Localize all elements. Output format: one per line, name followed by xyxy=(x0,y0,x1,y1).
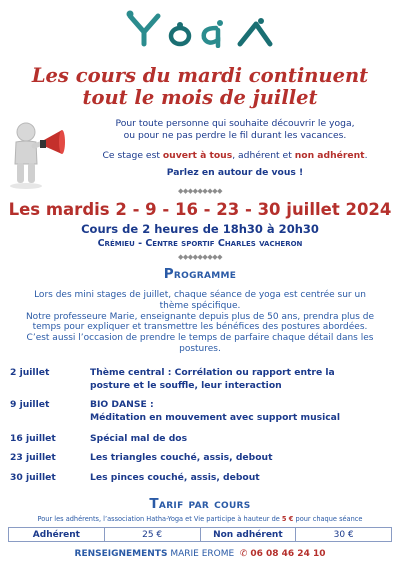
title-line-1: Les cours du mardi continuent xyxy=(31,64,369,87)
event-hours: Cours de 2 heures de 18h30 à 20h30 xyxy=(81,222,319,236)
schedule-line: BIO DANSE : xyxy=(90,399,154,410)
programme-line: thème spécifique. xyxy=(159,300,241,311)
table-row xyxy=(9,528,392,542)
schedule-date: 30 juillet xyxy=(10,472,56,483)
divider-diamonds-top: ◆◆◆◆◆◆◆◆◆ xyxy=(178,187,222,195)
contact-line xyxy=(0,548,400,560)
schedule-date: 16 juillet xyxy=(10,433,56,444)
schedule-item xyxy=(90,452,390,465)
contact-phone[interactable]: 06 08 46 24 10 xyxy=(250,549,326,559)
schedule-line: posture et le souffle, leur interaction xyxy=(90,379,282,391)
price-label-member: Adhérent xyxy=(9,528,105,542)
schedule-date: 9 juillet xyxy=(10,399,50,410)
programme-line: Notre professeure Marie, enseignante depuis plus de 50 ans, prendra plus de xyxy=(25,311,375,322)
megaphone-figure-icon xyxy=(4,120,76,190)
contact-name: MARIE EROME xyxy=(170,549,235,559)
schedule-item xyxy=(90,399,390,424)
event-place: Crémieu - Centre sportif Charles vacheron xyxy=(97,238,303,249)
programme-line: temps pour expliquer et transmettre les bénéfices des postures abordées. xyxy=(32,322,368,333)
event-dates: Les mardis 2 - 9 - 16 - 23 - 30 juillet 2024 xyxy=(8,200,392,219)
schedule-item xyxy=(90,433,390,446)
tarif-note-a: Pour les adhérents, l’association Hatha-Yoga et Vie participe à hauteur de xyxy=(37,515,282,523)
schedule-line: Les pinces couché, assis, debout xyxy=(90,472,260,483)
intro-text-b: ouvert à tous xyxy=(162,150,233,161)
divider-diamonds-bottom: ◆◆◆◆◆◆◆◆◆ xyxy=(178,253,222,261)
schedule-line: Spécial mal de dos xyxy=(90,433,188,444)
schedule-date: 2 juillet xyxy=(10,367,50,378)
title-line-2: tout le mois de juillet xyxy=(82,86,318,109)
tarif-note-c: pour chaque séance xyxy=(293,515,363,523)
intro-spread-word: Parlez en autour de vous ! xyxy=(166,167,304,178)
schedule-line: Les triangles couché, assis, debout xyxy=(90,452,273,463)
tarif-heading: Tarif par cours xyxy=(149,496,251,512)
programme-heading: Programme xyxy=(163,266,237,282)
schedule-item xyxy=(90,367,390,392)
yoga-logo xyxy=(120,8,280,48)
schedule-line: Thème central : Corrélation ou rapport entre la xyxy=(90,367,335,378)
phone-icon: ✆ xyxy=(239,549,248,559)
intro-line-1: Pour toute personne qui souhaite découvrir le yoga, xyxy=(115,118,355,129)
intro-text-e: . xyxy=(364,150,368,161)
intro-open-to-all xyxy=(72,150,398,162)
tarif-note xyxy=(0,515,400,524)
price-label-nonmember: Non adhérent xyxy=(200,528,296,542)
programme-text xyxy=(8,290,392,355)
schedule-item xyxy=(90,472,390,485)
schedule-line: Méditation en mouvement avec support musical xyxy=(90,411,341,423)
price-value-member: 25 € xyxy=(104,528,200,542)
schedule-date: 23 juillet xyxy=(10,452,56,463)
tarif-note-amount: 5 € xyxy=(281,515,294,523)
intro-line-2: ou pour ne pas perdre le fil durant les vacances. xyxy=(123,130,347,141)
intro-text-a: Ce stage est xyxy=(102,150,163,161)
programme-line: Lors des mini stages de juillet, chaque séance de yoga est centrée sur un xyxy=(34,290,366,300)
programme-line: postures. xyxy=(179,343,221,354)
intro-text-c: , adhérent et xyxy=(232,150,295,161)
intro-text-d: non adhérent xyxy=(294,150,365,161)
price-table xyxy=(8,527,392,542)
price-value-nonmember: 30 € xyxy=(296,528,392,542)
contact-label: RENSEIGNEMENTS xyxy=(74,549,168,559)
programme-line: C’est aussi l’occasion de prendre le temps de parfaire chaque détail dans les xyxy=(26,333,374,344)
yoga-poses-logo-icon xyxy=(120,8,280,48)
